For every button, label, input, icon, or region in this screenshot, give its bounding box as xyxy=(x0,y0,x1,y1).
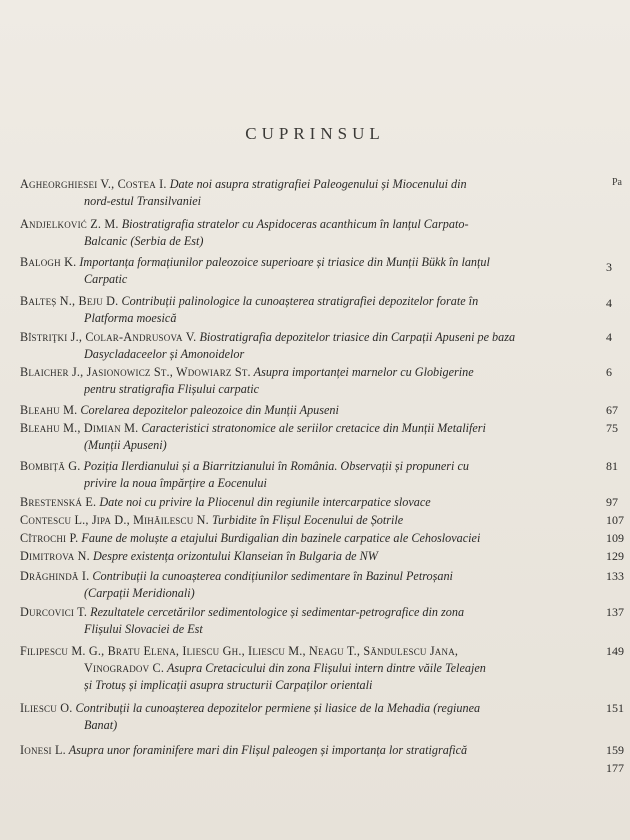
entry-authors: Balteș N., Beju D. xyxy=(20,294,119,308)
entry-title-continuation: și Trotuș și implicații asupra structurii Carpaților orientali xyxy=(84,678,373,692)
entry-authors: Dimitrova N. xyxy=(20,549,90,563)
entry-title: Turbidite în Flișul Eocenului de Șotrile xyxy=(211,513,404,527)
entry-title: Caracteristici stratonomice ale seriilor cretacice din Munții Metaliferi xyxy=(141,421,486,435)
entry-authors: Blaicher J., Jasionowicz St., Wdowiarz St. xyxy=(20,365,251,379)
entry-page-number: 67 xyxy=(606,403,618,417)
entry-title-continuation: Banat) xyxy=(84,718,118,732)
entry-authors: Andjelković Z. M. xyxy=(20,217,119,231)
entry-page-number: 159 xyxy=(606,743,624,757)
entry-authors: Brestenská E. xyxy=(20,495,97,509)
entry-title: Faune de moluște a etajului Burdigalian din bazinele carpatice ale Cehoslovaciei xyxy=(81,531,481,545)
entry-authors: Ionesi L. xyxy=(20,743,66,757)
entry-title: Corelarea depozitelor paleozoice din Munții Apuseni xyxy=(80,403,339,417)
entry-page-number: 151 xyxy=(606,701,624,715)
entry-authors: Bîstriţki J., Colar-Andrusova V. xyxy=(20,330,197,344)
entry-authors: Balogh K. xyxy=(20,255,77,269)
entry-title-continuation: privire la noua împărțire a Eocenului xyxy=(84,476,267,490)
entry-page-number: 4 xyxy=(606,330,612,344)
entry-page-number: 129 xyxy=(606,549,624,563)
entry-title: Asupra unor foraminifere mari din Flișul paleogen și importanța lor stratigrafică xyxy=(68,743,468,757)
entry-page-number: 3 xyxy=(606,260,612,274)
entry-title: Contribuții palinologice la cunoașterea stratigrafiei depozitelor forate în xyxy=(121,294,479,308)
entry-title-continuation: Balcanic (Serbia de Est) xyxy=(84,234,204,248)
entry-title: Asupra importanței marnelor cu Globigerine xyxy=(253,365,474,379)
entry-page-number: 81 xyxy=(606,459,618,473)
page-column-header: Pa xyxy=(612,177,622,188)
entry-page-number: 149 xyxy=(606,644,624,658)
entry-title-continuation: Carpatic xyxy=(84,272,128,286)
entry-authors: Filipescu M. G., Bratu Elena, Iliescu Gh., Iliescu M., Neagu T., Săndulescu Jana, xyxy=(20,644,459,658)
entry-authors: Bombiță G. xyxy=(20,459,81,473)
entry-page-number: 4 xyxy=(606,296,612,310)
entry-title: Despre existența orizontului Klanseian în Bulgaria de NW xyxy=(92,549,378,563)
entry-authors: Vinogradov C. xyxy=(84,661,165,675)
entry-title: Contribuții la cunoașterea depozitelor permiene și liasice de la Mehadia (regiunea xyxy=(75,701,481,715)
entry-page-number: 107 xyxy=(606,513,624,527)
entry-title-continuation: pentru stratigrafia Flișului carpatic xyxy=(84,382,260,396)
entry-title: Importanța formațiunilor paleozoice superioare și triasice din Munții Bükk în lanțul xyxy=(79,255,490,269)
entry-title: Rezultatele cercetărilor sedimentologice și sedimentar-petrografice din zona xyxy=(90,605,465,619)
entry-title-continuation: nord-estul Transilvaniei xyxy=(84,194,202,208)
entry-title: Contribuții la cunoașterea condițiunilor sedimentare în Bazinul Petroșani xyxy=(92,569,453,583)
entry-authors: Cîtrochi P. xyxy=(20,531,79,545)
entry-authors: Contescu L., Jipa D., Mihăilescu N. xyxy=(20,513,209,527)
entry-authors: Bleahu M. xyxy=(20,403,78,417)
entry-title: Biostratigrafia depozitelor triasice din Carpații Apuseni pe baza xyxy=(199,330,516,344)
entry-title-continuation: Flișului Slovaciei de Est xyxy=(84,622,203,636)
entry-title-continuation: (Munții Apuseni) xyxy=(84,438,167,452)
entry-title: Asupra Cretacicului din zona Flișului intern dintre văile Teleajen xyxy=(166,661,486,675)
entry-authors: Bleahu M., Dimian M. xyxy=(20,421,139,435)
entry-title: Biostratigrafia stratelor cu Aspidoceras acanthicum în lanțul Carpato- xyxy=(121,217,469,231)
entry-title: Date noi cu privire la Pliocenul din regiunile intercarpatice slovace xyxy=(99,495,431,509)
entry-authors: Iliescu O. xyxy=(20,701,73,715)
page-title: CUPRINSUL xyxy=(245,124,385,143)
entry-page-number: 137 xyxy=(606,605,624,619)
entry-title: Poziția Ilerdianului și a Biarritzianului în România. Observații și propuneri cu xyxy=(83,459,469,473)
entry-page-number: 177 xyxy=(606,761,624,775)
entry-title-continuation: Platforma moesică xyxy=(84,311,177,325)
entry-title-continuation: Dasycladaceelor și Amonoidelor xyxy=(84,347,245,361)
entry-title: Date noi asupra stratigrafiei Paleogenului și Miocenului din xyxy=(169,177,467,191)
entry-page-number: 133 xyxy=(606,569,624,583)
entry-authors: Durcovici T. xyxy=(20,605,88,619)
entry-authors: Drăghindă I. xyxy=(20,569,90,583)
entry-authors: Agheorghiesei V., Costea I. xyxy=(20,177,167,191)
entry-page-number: 75 xyxy=(606,421,618,435)
entry-page-number: 6 xyxy=(606,365,612,379)
entry-page-number: 97 xyxy=(606,495,618,509)
entry-page-number: 109 xyxy=(606,531,624,545)
entry-title-continuation: (Carpații Meridionali) xyxy=(84,586,195,600)
